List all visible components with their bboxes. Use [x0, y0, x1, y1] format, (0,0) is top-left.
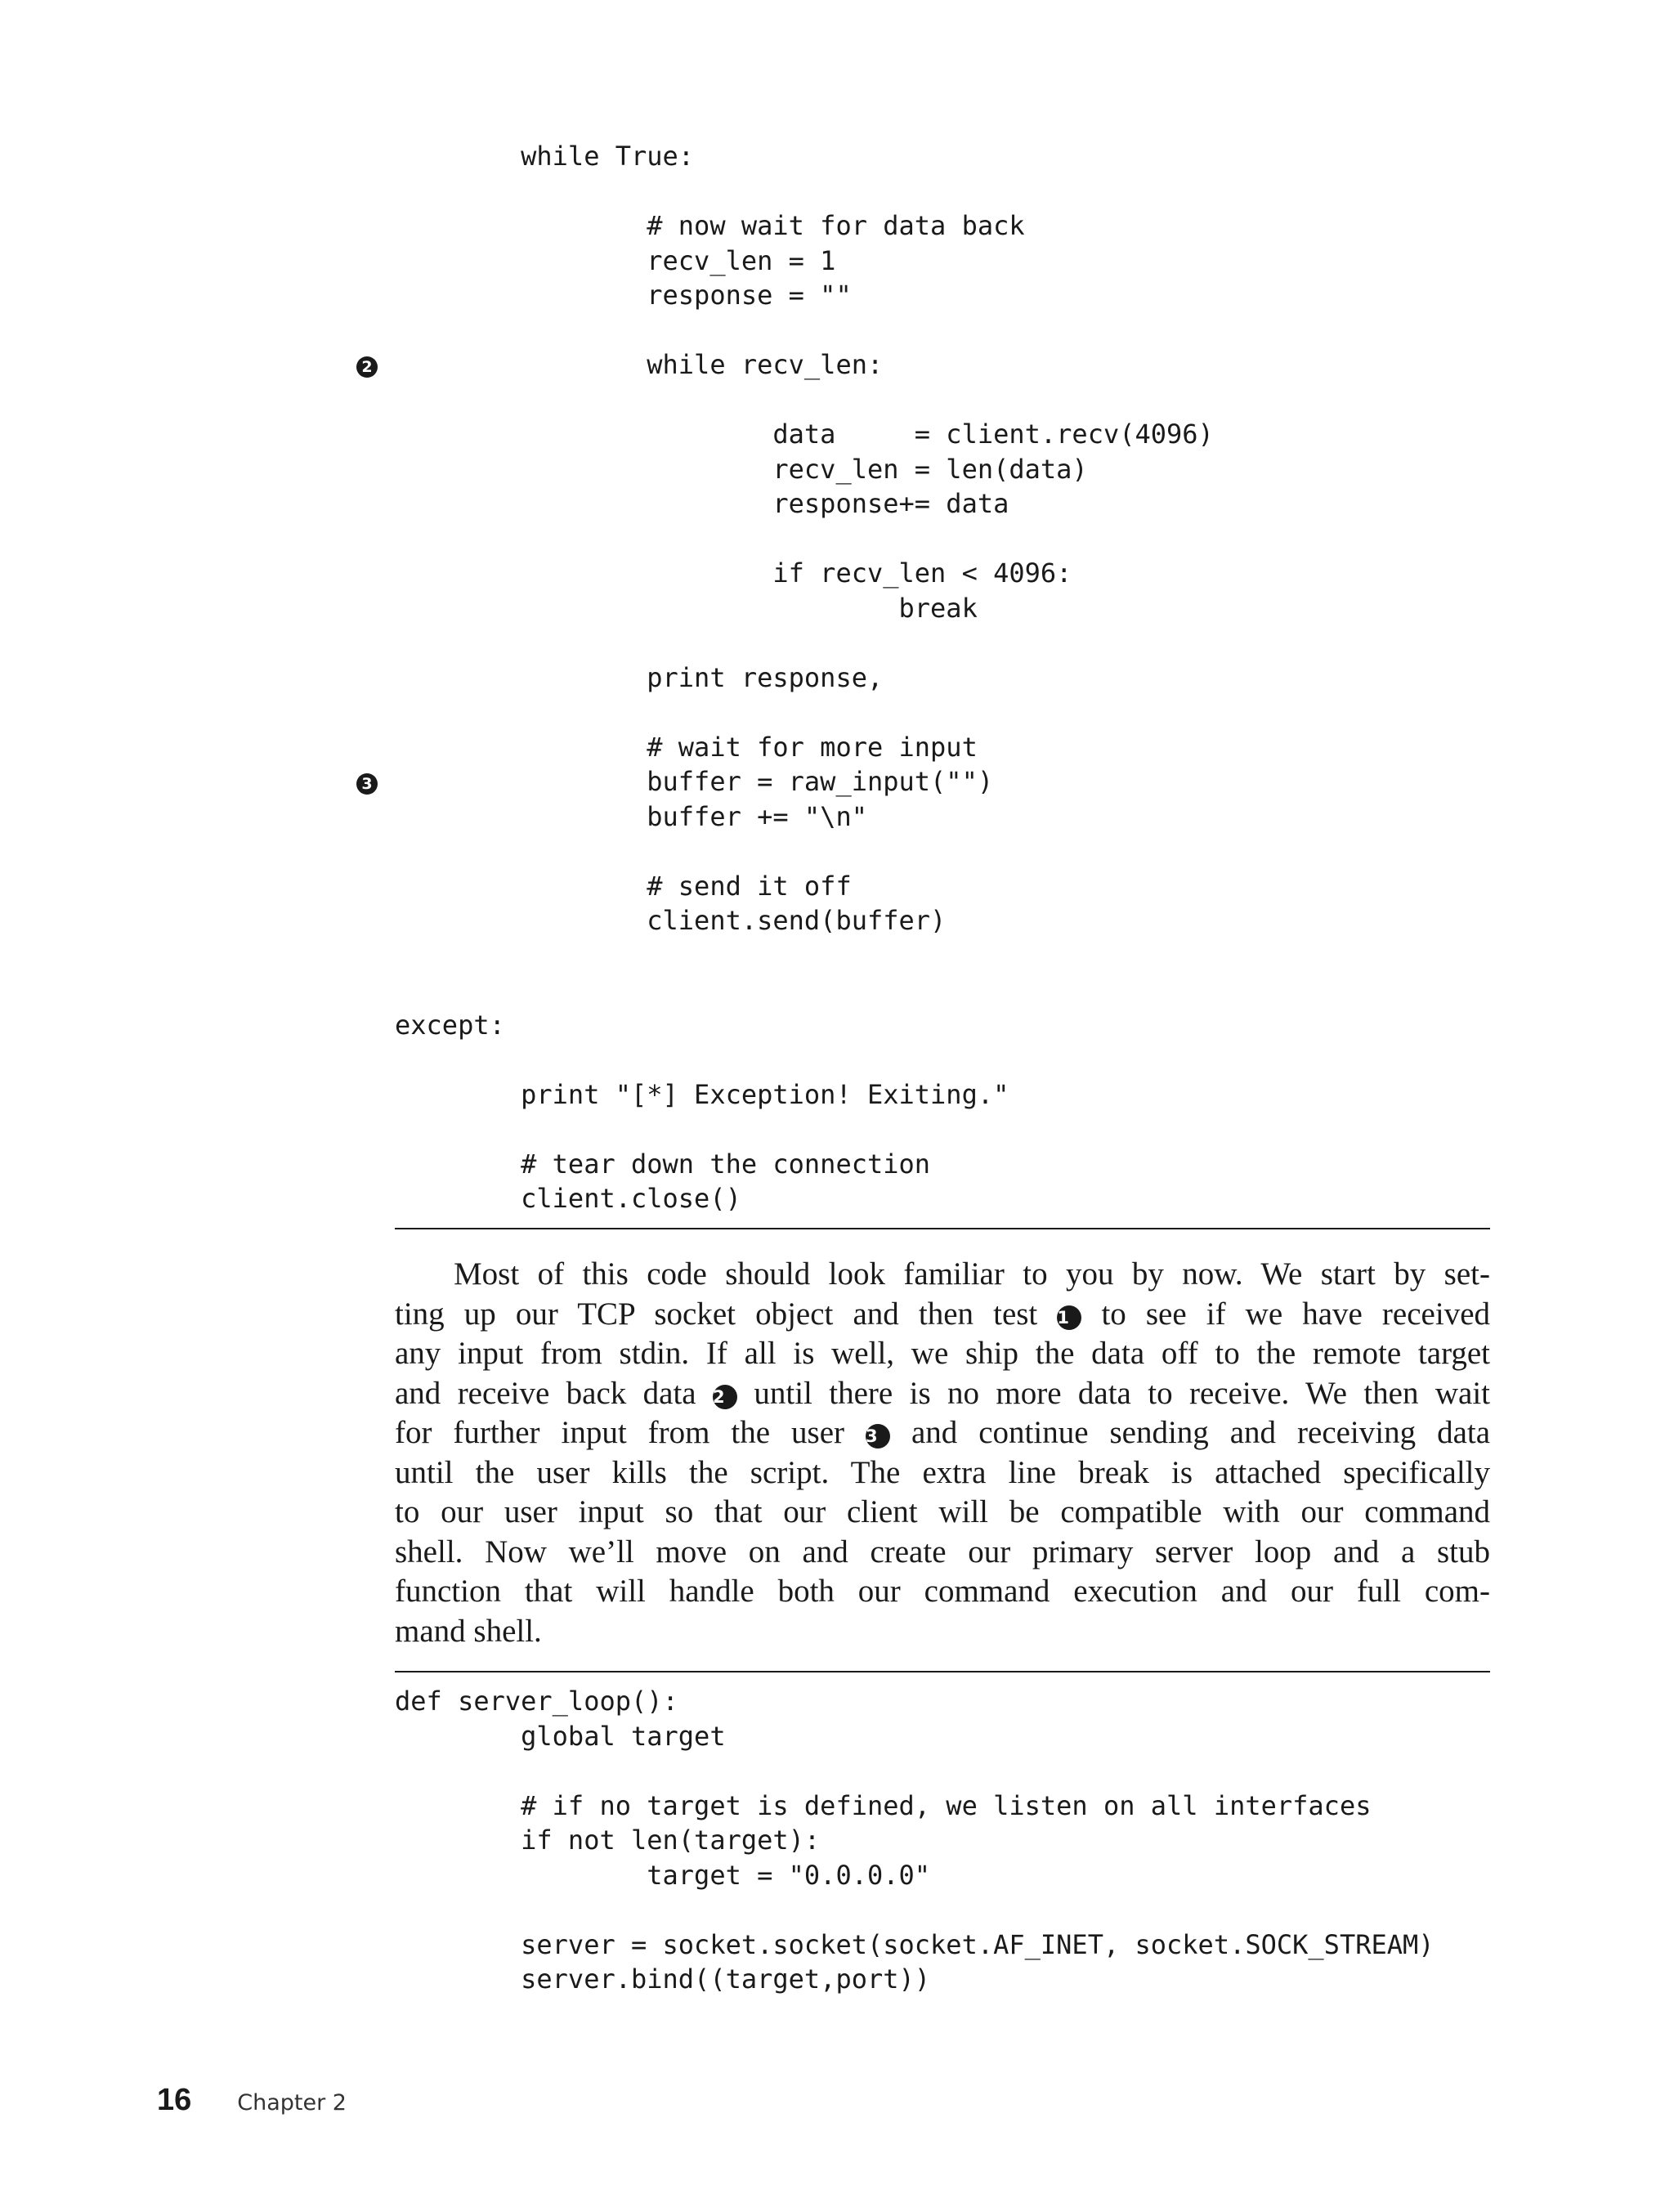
paragraph-line: mand shell.	[395, 1613, 542, 1649]
code-line: # if no target is defined, we listen on all interfaces	[395, 1789, 1372, 1821]
paragraph-line	[395, 1295, 1490, 1335]
paragraph-line: Most of this code should look familiar to you by now. We start by set-	[454, 1256, 1490, 1292]
code-line: # now wait for data back	[395, 210, 1025, 241]
paragraph-line	[395, 1374, 1490, 1414]
body-paragraph	[395, 1255, 1490, 1651]
callout-marker-3: 3	[356, 773, 378, 795]
paragraph-text: until there is no more data to receive. We then wait	[754, 1375, 1491, 1411]
code-line: while True:	[395, 141, 695, 172]
code-line: target = "0.0.0.0"	[395, 1859, 931, 1891]
code-line: break	[395, 592, 978, 624]
paragraph-line: shell. Now we’ll move on and create our primary server loop and a stub	[395, 1534, 1490, 1569]
code-line: client.send(buffer)	[395, 905, 947, 936]
code-line: recv_len = 1	[395, 244, 836, 276]
paragraph-text: ting up our TCP socket object and then test	[395, 1296, 1038, 1332]
code-line: # tear down the connection	[395, 1148, 931, 1180]
code-divider-bottom	[395, 1671, 1490, 1672]
page-number: 16	[157, 2083, 192, 2117]
paragraph-text: for further input from the user	[395, 1415, 844, 1450]
code-line: if recv_len < 4096:	[395, 557, 1072, 589]
code-line: print response,	[395, 661, 884, 693]
code-divider-top	[395, 1228, 1490, 1229]
callout-marker-1: 1	[1057, 1305, 1081, 1330]
paragraph-line: function that will handle both our command execution and our full com-	[395, 1574, 1490, 1609]
code-listing-server-loop	[395, 1684, 1435, 1997]
code-line: server = socket.socket(socket.AF_INET, socket.SOCK_STREAM)	[395, 1928, 1435, 1960]
paragraph-line: any input from stdin. If all is well, we ship the data off to the remote target	[395, 1336, 1490, 1371]
code-line: except:	[395, 1009, 505, 1041]
code-line: buffer += "\n"	[395, 800, 867, 832]
code-line: print "[*] Exception! Exiting."	[395, 1078, 1009, 1110]
chapter-label: Chapter 2	[237, 2090, 347, 2116]
code-line: while recv_len:	[395, 349, 884, 380]
paragraph-line: to our user input so that our client will be compatible with our command	[395, 1494, 1490, 1529]
callout-marker-2: 2	[713, 1385, 737, 1409]
code-line: if not len(target):	[395, 1825, 821, 1856]
code-line: response+= data	[395, 488, 1009, 519]
code-line: def server_loop():	[395, 1686, 678, 1717]
paragraph-line: until the user kills the script. The extra line break is attached specifically	[395, 1454, 1490, 1490]
paragraph-line	[395, 1413, 1490, 1453]
paragraph-text: to see if we have received	[1101, 1296, 1490, 1332]
paragraph-text: and receive back data	[395, 1375, 696, 1411]
callout-marker-3: 3	[866, 1424, 890, 1449]
code-line: response = ""	[395, 280, 852, 311]
code-line: client.close()	[395, 1183, 741, 1214]
code-line: buffer = raw_input("")	[395, 766, 994, 797]
code-listing-continued	[395, 139, 1214, 1216]
code-line: server.bind((target,port))	[395, 1963, 931, 1995]
code-line: # send it off	[395, 870, 852, 902]
page-footer	[157, 2083, 347, 2118]
callout-marker-2: 2	[356, 356, 378, 378]
paragraph-text: and continue sending and receiving data	[911, 1415, 1491, 1450]
code-line: data = client.recv(4096)	[395, 419, 1214, 450]
code-line: global target	[395, 1720, 726, 1752]
code-line: # wait for more input	[395, 731, 978, 763]
code-line: recv_len = len(data)	[395, 453, 1088, 485]
